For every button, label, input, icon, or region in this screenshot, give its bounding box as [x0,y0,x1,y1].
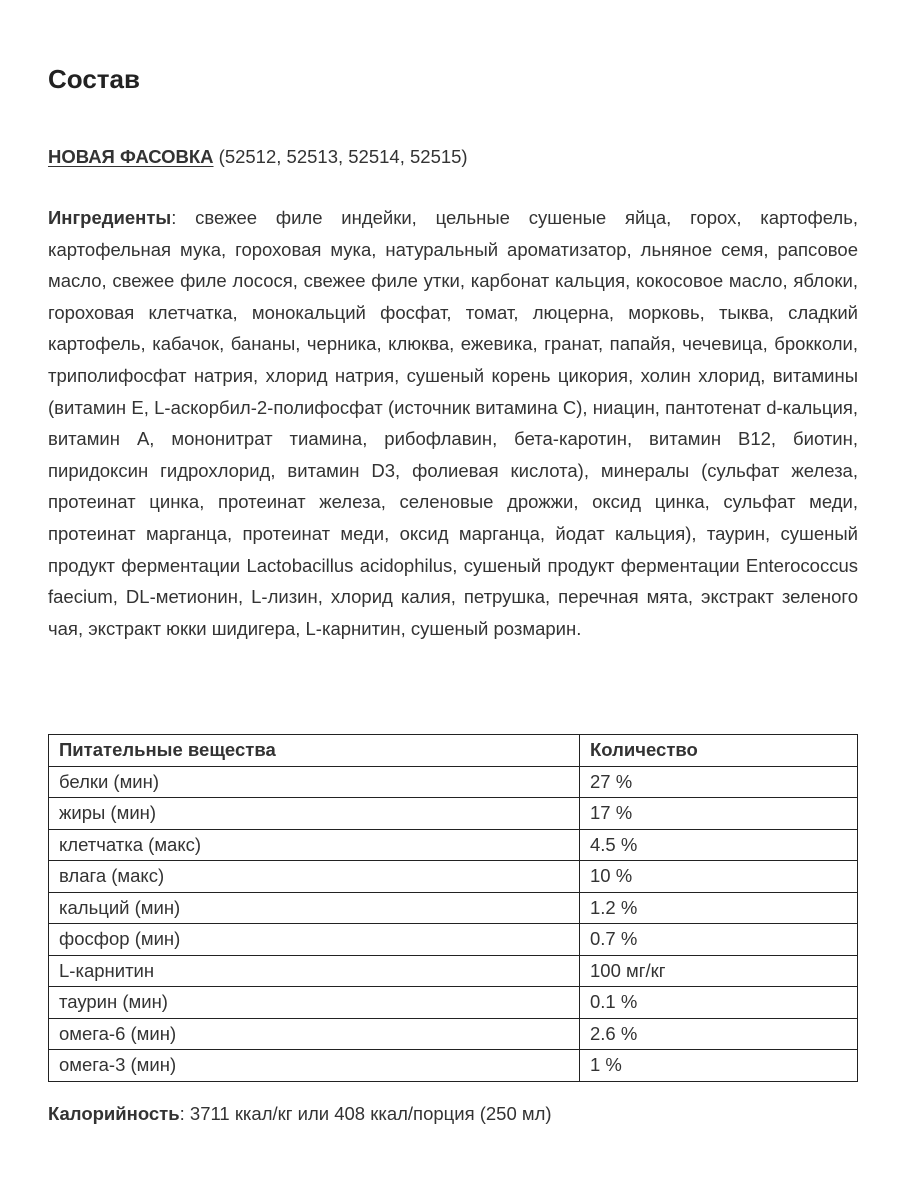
header-nutrients: Питательные вещества [49,735,580,767]
nutrient-amount: 17 % [580,798,858,830]
nutrient-name: кальций (мин) [49,892,580,924]
table-row [49,892,858,924]
nutrient-name: белки (мин) [49,766,580,798]
nutrient-name: фосфор (мин) [49,924,580,956]
nutrient-name: таурин (мин) [49,987,580,1019]
nutrient-name: жиры (мин) [49,798,580,830]
table-row [49,798,858,830]
nutrient-amount: 10 % [580,861,858,893]
nutrient-name: омега-3 (мин) [49,1050,580,1082]
nutrient-amount: 4.5 % [580,829,858,861]
table-row [49,1018,858,1050]
table-row [49,955,858,987]
ingredients-text: : свежее филе индейки, цельные сушеные яйца, горох, картофель, картофельная мука, гороховая мука, натуральный ароматизатор, льняное семя, рапсовое масло, свежее филе лосося, свежее филе утки, карбонат кальция, кокосовое масло, яблоки, гороховая клетчатка, монокальций фосфат, томат, люцерна, морковь, тыква, сладкий картофель, кабачок, бананы, черника, клюква, ежевика, гранат, папайя, чечевица, брокколи, триполифосфат натрия, хлорид натрия, сушеный корень цикория, холин хлорид, витамины (витамин Е, L-аскорбил-2-полифосфат (источник витамина С), ниацин, пантотенат d-кальция, витамин А, мононитрат тиамина, рибофлавин, бета-каротин, витамин В12, биотин, пиридоксин гидрохлорид, витамин D3, фолиевая кислота), минералы (сульфат железа, протеинат цинка, протеинат железа, селеновые дрожжи, оксид цинка, сульфат меди, протеинат марганца, протеинат меди, оксид марганца, йодат кальция), таурин, сушеный продукт ферментации Lactobacillus acidophilus, сушеный продукт ферментации Enterococcus faecium, DL-метионин, L-лизин, хлорид калия, петрушка, перечная мята, экстракт зеленого чая, экстракт юкки шидигера, L-карнитин, сушеный розмарин. [48,207,858,639]
calories-text: : 3711 ккал/кг или 408 ккал/порция (250 мл) [179,1103,552,1124]
nutrient-name: клетчатка (макс) [49,829,580,861]
table-row [49,766,858,798]
calories-label: Калорийность [48,1103,180,1124]
packaging-line [48,143,468,171]
ingredients-label: Ингредиенты [48,207,172,228]
nutrient-amount: 27 % [580,766,858,798]
table-header-row [49,735,858,767]
packaging-label: НОВАЯ ФАСОВКА [48,146,214,167]
packaging-codes: (52512, 52513, 52514, 52515) [213,146,468,167]
nutrients-table [48,734,858,1082]
nutrient-name: L-карнитин [49,955,580,987]
header-amount: Количество [580,735,858,767]
nutrient-amount: 1.2 % [580,892,858,924]
calories-line [48,1100,552,1128]
page-title: Состав [48,64,140,94]
table-row [49,924,858,956]
table-row [49,829,858,861]
table-row [49,1050,858,1082]
nutrient-name: влага (макс) [49,861,580,893]
table-row [49,861,858,893]
nutrient-amount: 100 мг/кг [580,955,858,987]
table-row [49,987,858,1019]
nutrient-amount: 1 % [580,1050,858,1082]
nutrient-amount: 2.6 % [580,1018,858,1050]
ingredients-paragraph [48,202,858,644]
nutrient-amount: 0.7 % [580,924,858,956]
nutrient-amount: 0.1 % [580,987,858,1019]
nutrient-name: омега-6 (мин) [49,1018,580,1050]
